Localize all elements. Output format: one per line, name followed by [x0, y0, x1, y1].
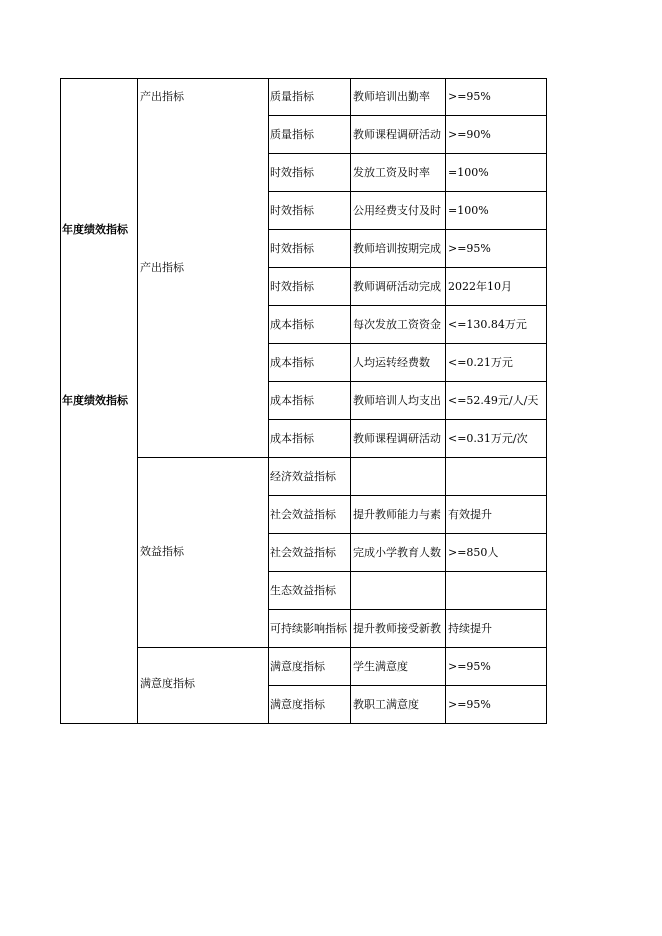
- table-row: [268, 268, 547, 306]
- level3-indicator-cell: [268, 686, 351, 724]
- level3-indicator-cell: [268, 154, 351, 192]
- indicator-name-cell: [351, 458, 446, 496]
- level3-indicator-cell: [268, 116, 351, 154]
- table-row: [268, 344, 547, 382]
- indicator-name-cell: [351, 192, 446, 230]
- indicator-name-text: 教职工满意度: [353, 698, 419, 711]
- level3-indicator-text: 满意度指标: [270, 698, 325, 711]
- indicator-name-text: 教师课程调研活动: [353, 128, 441, 141]
- table-row: [268, 78, 547, 116]
- target-value-cell: [446, 154, 547, 192]
- indicator-name-cell: [351, 306, 446, 344]
- indicator-name-cell: [351, 686, 446, 724]
- indicator-name-cell: [351, 534, 446, 572]
- target-value-text: <=130.84万元: [448, 318, 527, 331]
- indicator-name-text: 教师培训按期完成: [353, 242, 441, 255]
- level3-indicator-cell: [268, 78, 351, 116]
- target-value-text: <=0.21万元: [448, 356, 513, 369]
- target-value-cell: [446, 116, 547, 154]
- level3-indicator-text: 成本指标: [270, 318, 314, 331]
- level3-indicator-cell: [268, 382, 351, 420]
- target-value-cell: [446, 382, 547, 420]
- table-row: [268, 458, 547, 496]
- level3-indicator-text: 质量指标: [270, 90, 314, 103]
- indicator-name-cell: [351, 648, 446, 686]
- indicator-name-text: 教师培训出勤率: [353, 90, 430, 103]
- level3-indicator-cell: [268, 306, 351, 344]
- level3-indicator-cell: [268, 572, 351, 610]
- table-row: [268, 686, 547, 724]
- target-value-text: >=850人: [448, 546, 499, 559]
- indicator-name-cell: [351, 154, 446, 192]
- output-indicator-group: [138, 78, 268, 458]
- level3-indicator-text: 时效指标: [270, 242, 314, 255]
- level3-indicator-text: 可持续影响指标: [270, 622, 347, 635]
- level1-column: [61, 78, 138, 723]
- table-row: [268, 192, 547, 230]
- target-value-cell: [446, 458, 547, 496]
- target-value-text: >=90%: [448, 128, 491, 141]
- level3-indicator-text: 成本指标: [270, 432, 314, 445]
- target-value-text: =100%: [448, 204, 489, 217]
- target-value-cell: [446, 78, 547, 116]
- indicator-name-cell: [351, 610, 446, 648]
- level3-indicator-cell: [268, 420, 351, 458]
- level3-indicator-cell: [268, 648, 351, 686]
- table-row: [268, 154, 547, 192]
- level2-label: 产出指标: [140, 90, 184, 103]
- level3-indicator-text: 时效指标: [270, 280, 314, 293]
- table-row: [268, 534, 547, 572]
- target-value-text: <=0.31万元/次: [448, 432, 528, 445]
- indicator-name-cell: [351, 116, 446, 154]
- target-value-cell: [446, 344, 547, 382]
- target-value-cell: [446, 572, 547, 610]
- table-row: [268, 648, 547, 686]
- table-row: [268, 496, 547, 534]
- satisfaction-indicator-group: [138, 648, 268, 723]
- performance-indicator-table: [60, 78, 547, 724]
- indicator-name-text: 公用经费支付及时: [353, 204, 441, 217]
- target-value-text: 持续提升: [448, 622, 492, 635]
- level3-indicator-cell: [268, 534, 351, 572]
- table-row: [268, 306, 547, 344]
- indicator-name-text: 人均运转经费数: [353, 356, 430, 369]
- level3-indicator-text: 成本指标: [270, 394, 314, 407]
- target-value-cell: [446, 686, 547, 724]
- table-row: [268, 230, 547, 268]
- target-value-cell: [446, 496, 547, 534]
- level3-indicator-cell: [268, 458, 351, 496]
- table-row: [268, 610, 547, 648]
- benefit-indicator-group: [138, 458, 268, 648]
- target-value-text: >=95%: [448, 242, 491, 255]
- level3-indicator-text: 满意度指标: [270, 660, 325, 673]
- target-value-text: =100%: [448, 166, 489, 179]
- target-value-text: <=52.49元/人/天: [448, 394, 539, 407]
- level3-indicator-cell: [268, 192, 351, 230]
- level3-indicator-text: 社会效益指标: [270, 546, 336, 559]
- indicator-name-text: 每次发放工资资金: [353, 318, 441, 331]
- level3-indicator-text: 生态效益指标: [270, 584, 336, 597]
- level2-column: [138, 78, 269, 723]
- level3-indicator-text: 质量指标: [270, 128, 314, 141]
- indicator-name-text: 提升教师能力与素: [353, 508, 441, 521]
- indicator-name-cell: [351, 382, 446, 420]
- indicator-name-cell: [351, 268, 446, 306]
- table-row: [268, 420, 547, 458]
- level3-indicator-text: 社会效益指标: [270, 508, 336, 521]
- indicator-name-text: 发放工资及时率: [353, 166, 430, 179]
- indicator-name-cell: [351, 572, 446, 610]
- target-value-text: 2022年10月: [448, 280, 512, 293]
- target-value-cell: [446, 648, 547, 686]
- target-value-cell: [446, 610, 547, 648]
- level3-indicator-cell: [268, 230, 351, 268]
- target-value-cell: [446, 306, 547, 344]
- indicator-name-text: 教师调研活动完成: [353, 280, 441, 293]
- level3-indicator-text: 时效指标: [270, 166, 314, 179]
- target-value-text: >=95%: [448, 90, 491, 103]
- level1-label: 年度绩效指标: [62, 394, 128, 407]
- table-row: [268, 382, 547, 420]
- target-value-cell: [446, 268, 547, 306]
- target-value-cell: [446, 534, 547, 572]
- indicator-name-cell: [351, 420, 446, 458]
- target-value-text: 有效提升: [448, 508, 492, 521]
- indicator-name-cell: [351, 344, 446, 382]
- level2-label: 产出指标: [140, 261, 184, 274]
- indicator-name-text: 提升教师接受新教: [353, 622, 441, 635]
- indicator-name-text: 学生满意度: [353, 660, 408, 673]
- indicator-name-cell: [351, 78, 446, 116]
- table-row: [268, 572, 547, 610]
- target-value-cell: [446, 230, 547, 268]
- indicator-name-text: 教师培训人均支出: [353, 394, 441, 407]
- target-value-cell: [446, 420, 547, 458]
- target-value-text: >=95%: [448, 698, 491, 711]
- table-row: [268, 116, 547, 154]
- target-value-text: >=95%: [448, 660, 491, 673]
- level2-label: 满意度指标: [140, 677, 195, 690]
- indicator-name-text: 完成小学教育人数: [353, 546, 441, 559]
- level3-indicator-text: 成本指标: [270, 356, 314, 369]
- indicator-name-cell: [351, 496, 446, 534]
- indicator-name-cell: [351, 230, 446, 268]
- level3-indicator-text: 经济效益指标: [270, 470, 336, 483]
- level3-indicator-text: 时效指标: [270, 204, 314, 217]
- level2-label: 效益指标: [140, 545, 184, 558]
- target-value-cell: [446, 192, 547, 230]
- indicator-name-text: 教师课程调研活动: [353, 432, 441, 445]
- level1-label: 年度绩效指标: [62, 223, 128, 236]
- level3-indicator-cell: [268, 268, 351, 306]
- level3-indicator-cell: [268, 344, 351, 382]
- level3-indicator-cell: [268, 496, 351, 534]
- level3-indicator-cell: [268, 610, 351, 648]
